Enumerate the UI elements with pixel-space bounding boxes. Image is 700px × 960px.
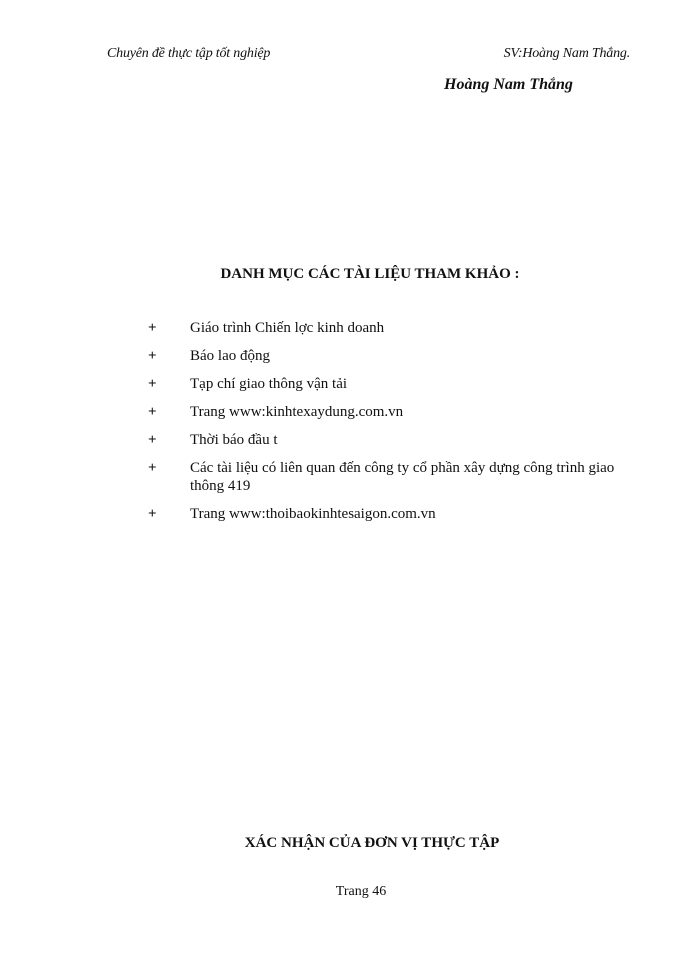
reference-item: [148, 431, 648, 449]
reference-text: Tạp chí giao thông vận tải: [190, 376, 348, 392]
reference-text: Giáo trình Chiến lợc kinh doanh: [190, 320, 385, 336]
references-title: DANH MỤC CÁC TÀI LIỆU THAM KHẢO :: [220, 266, 520, 282]
reference-item: [148, 505, 648, 523]
reference-item: [148, 347, 648, 365]
reference-item: [148, 319, 648, 337]
header-student-name: SV:Hoàng Nam Thắng.: [503, 46, 630, 61]
reference-text: Trang www:kinhtexaydung.com.vn: [190, 404, 404, 420]
plus-bullet-icon: +: [148, 460, 157, 476]
plus-bullet-icon: +: [148, 432, 157, 448]
running-header: [107, 46, 630, 66]
confirmation-title: XÁC NHẬN CỦA ĐƠN VỊ THỰC TẬP: [244, 835, 500, 851]
reference-item: [148, 459, 648, 495]
plus-bullet-icon: +: [148, 348, 157, 364]
page-number: Trang 46: [335, 884, 387, 899]
reference-text: Các tài liệu có liên quan đến công ty cổ phần xây dựng công trình giao thông 419: [190, 460, 615, 494]
plus-bullet-icon: +: [148, 404, 157, 420]
reference-text: Báo lao động: [190, 348, 270, 364]
signature-name: Hoàng Nam Thắng: [444, 76, 573, 93]
plus-bullet-icon: +: [148, 506, 157, 522]
references-list: [148, 319, 648, 533]
header-document-title: Chuyên đề thực tập tốt nghiệp: [107, 46, 271, 61]
plus-bullet-icon: +: [148, 376, 157, 392]
reference-text: Trang www:thoibaokinhtesaigon.com.vn: [190, 506, 436, 522]
reference-item: [148, 403, 648, 421]
reference-text: Thời báo đầu t: [190, 432, 278, 448]
reference-item: [148, 375, 648, 393]
plus-bullet-icon: +: [148, 320, 157, 336]
